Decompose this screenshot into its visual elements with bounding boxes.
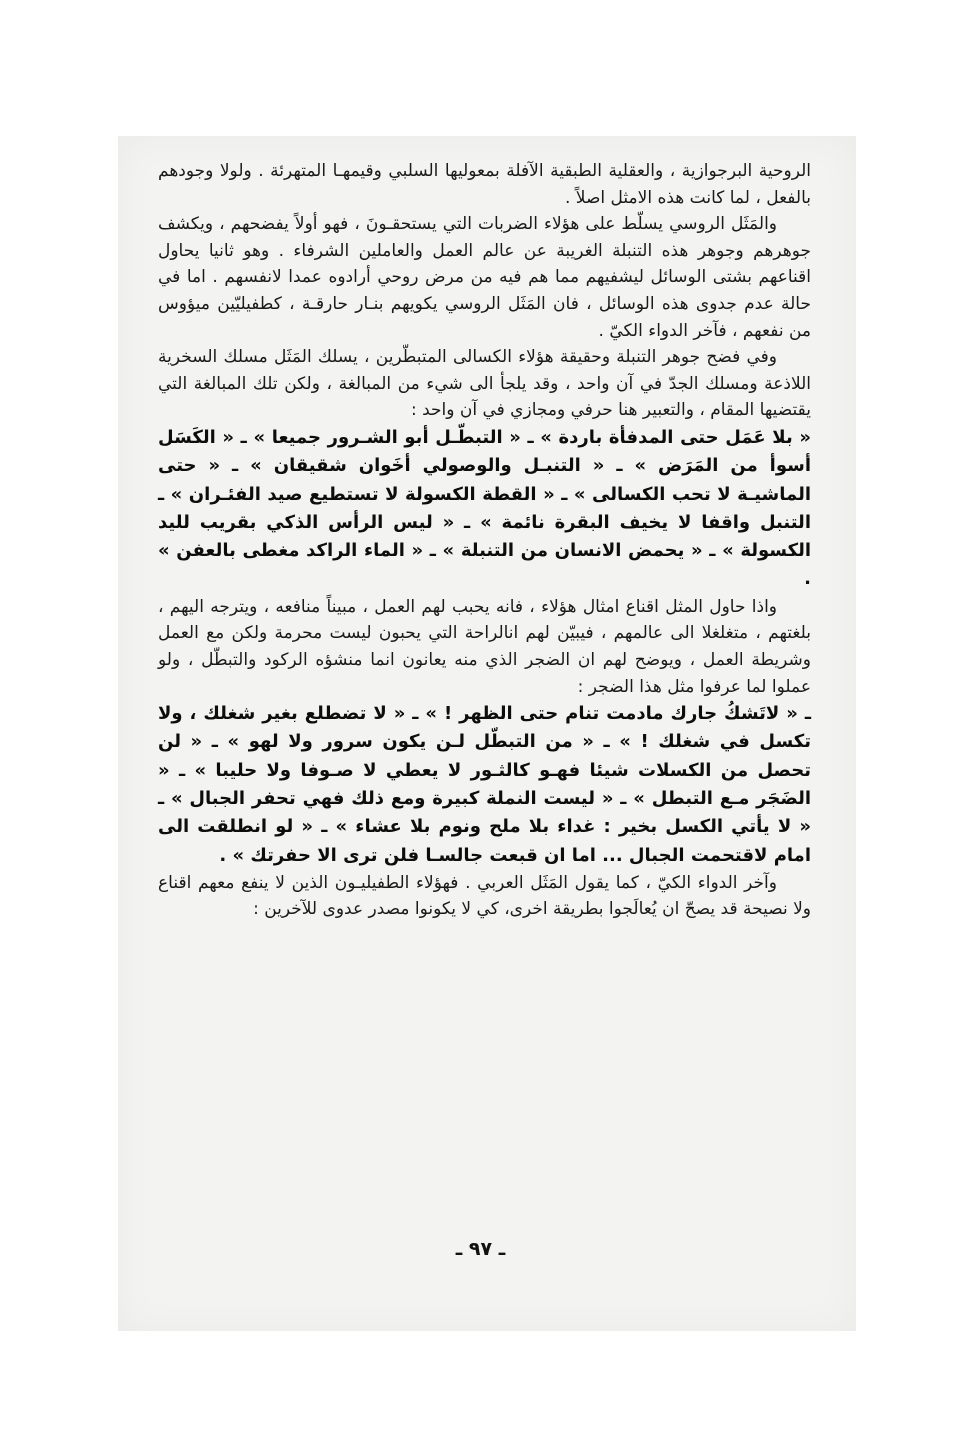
page-body bbox=[158, 158, 811, 923]
proverbs-block-2: ـ « لاتَشكُ جارك مادمت تنام حتى الظهر ! » ـ « لا تضطلع بغير شغلك ، ولا تكسل في شغلك ! » ـ « من التبطّل لـن يكون سرور ولا لهو » ـ « لن تحصل من الكسلات شيئا فهـو كالثـور لا يعطي لا صـوفا ولا حليبا » ـ « الضَجَر مـع التبطل » ـ « ليست النملة كبيرة ومع ذلك فهي تحفر الجبال » ـ « لا يأتي الكسل بخير : غداء بلا ملح ونوم بلا عشاء » ـ « لو انطلقت الى امام لاقتحمت الجبال ... اما ان قبعت جالسـا فلن ترى الا حفرتك » . bbox=[158, 703, 811, 866]
page-number: ـ ٩٧ ـ bbox=[455, 1238, 506, 1260]
paragraph-persuasion: واذا حاول المثل اقناع امثال هؤلاء ، فانه يحبب لهم العمل ، مبيناً منافعه ، ويترجه اليهم ، بلغتهم ، متغلغلا الى عالمهم ، فيبيّن لهم انالراحة التي يحبون ليست محرمة ولكن مع العمل وشريطة العمل ، ويوضح لهم ان الضجر الذي منه يعانون انما منشؤه الركود والتبطّل ، ولو عملوا لما عرفوا مثل هذا الضجر : bbox=[158, 596, 811, 697]
proverbs-block-1: « بلا عَمَل حتى المدفأة باردة » ـ « التبطّـل أبو الشـرور جميعا » ـ « الكَسَل أسوأ من المَرَض » ـ « التنبـل والوصولي أخَوان شقيقان » ـ « حتى الماشيـة لا تحب الكسالى » ـ « القطة الكسولة لا تستطيع صيد الفئـران » ـ التنبل واقفا لا يخيف البقرة نائمة » ـ « ليس الرأس الذكي بقريب لليد الكسولة » ـ « يحمض الانسان من التنبلة » ـ « الماء الراكد مغطى بالعفن » . bbox=[158, 426, 811, 590]
paragraph-russian-proverb: والمَثَل الروسي يسلّط على هؤلاء الضربات التي يستحقـونَ ، فهو أولاً يفضحهم ، ويكشف جوهرهم وجوهر هذه التنبلة الغريبة عن عالم العمل والعاملين الشرفاء . وهو ثانيا يحاول اقناعهم بشتى الوسائل ليشفيهم مما هم فيه من مرض روحي أرادوه عمدا لانفسهم . اما في حالة عدم جدوى هذه الوسائل ، فان المَثَل الروسي يكويهم بنـار حارقـة ، كطفيليّين ميؤوس من نفعهم ، فآخر الدواء الكيّ . bbox=[158, 214, 811, 341]
paragraph-intro: الروحية البرجوازية ، والعقلية الطبقية الآفلة بمعوليها السلبي وقيمهـا المتهرئة . ولولا وجودهم بالفعل ، لما كانت هذه الامثل اصلاً . bbox=[158, 161, 811, 208]
paragraph-satire: وفي فضح جوهر التنبلة وحقيقة هؤلاء الكسالى المتبطّرين ، يسلك المَثَل مسلك السخرية اللاذعة ومسلك الجدّ في آن واحد ، وقد يلجأ الى شيء من المبالغة ، ولكن تلك المبالغة التي يقتضيها المقام ، والتعبير هنا حرفي ومجازي في آن واحد : bbox=[158, 347, 811, 421]
paragraph-conclusion: وآخر الدواء الكيّ ، كما يقول المَثَل العربي . فهؤلاء الطفيليـون الذين لا ينفع معهم اقناع ولا نصيحة قد يصحّ ان يُعالَجوا بطريقة اخرى، كي لا يكونوا مصدر عدوى للآخرين : bbox=[158, 872, 811, 920]
